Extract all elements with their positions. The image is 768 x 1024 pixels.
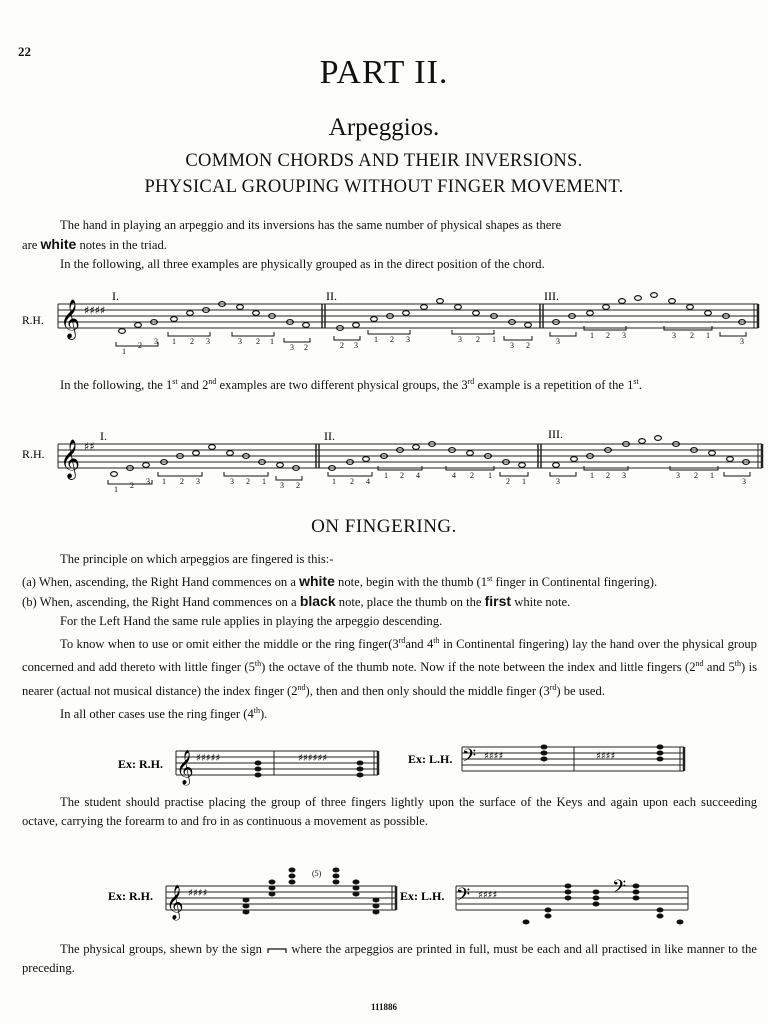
svg-text:1: 1 [522,477,526,486]
music-staff-octave-examples [0,850,768,940]
other-cases: In all other cases use the ring finger (4th). [60,705,268,721]
svg-text:1: 1 [492,335,496,344]
treble-clef-icon: 𝄞 [176,750,194,785]
music-staff-example-1 [0,280,768,360]
hand-label-rh: R.H. [22,447,45,461]
svg-text:2: 2 [350,477,354,486]
on-fingering-heading: ON FINGERING. [311,516,457,537]
fingering-brackets [116,326,746,346]
svg-text:3: 3 [676,471,680,480]
second-line: In the following, the 1st and 2nd examples are two different physical groups, the 3rd example is a repetition of the 1st. [60,377,642,393]
svg-text:3: 3 [510,341,514,350]
bass-clef-icon: 𝄢 [456,885,471,910]
svg-text:2: 2 [340,341,344,350]
section-label-1: I. [100,429,107,443]
svg-text:1: 1 [122,347,126,356]
intro-line-3: In the following, all three examples are physically grouped as in the direct position of the chord. [60,257,545,271]
rh-example-label: Ex: R.H. [108,889,153,903]
knowing-paragraph: To know when to use or omit either the middle or the ring finger(3rdand 4th in Continental fingering) lay the hand over the physical group concerned and add thereto with little finger (5th) the octave of the thumb note. Now if the note between the index and little fingers (2nd and 5th) is nearer (actual not musical distance) the index finger (2nd), then and then only should the middle finger (3rd) be used. [22,636,758,698]
svg-text:2: 2 [476,335,480,344]
svg-text:1: 1 [706,331,710,340]
key-signature-icon: ♯♯♯♯ [596,751,616,762]
key-signature-icon: ♯♯♯♯♯♯ [298,753,328,764]
key-signature-icon: ♯♯♯♯♯ [196,753,221,764]
svg-text:1: 1 [270,337,274,346]
intro-line-2: are white notes in the triad. [22,236,167,252]
key-signature-icon: ♯♯ [84,440,95,453]
section-label-1: I. [112,289,119,303]
svg-text:1: 1 [332,477,336,486]
svg-text:1: 1 [384,471,388,480]
treble-clef-icon: 𝄞 [166,885,184,920]
svg-text:3: 3 [196,477,200,486]
svg-text:1: 1 [114,485,118,494]
svg-text:2: 2 [690,331,694,340]
plate-number: 111886 [370,1002,397,1012]
svg-text:2: 2 [296,481,300,490]
svg-text:2: 2 [130,481,134,490]
svg-text:2: 2 [138,341,142,350]
rule-b: (b) When, ascending, the Right Hand commences on a black note, place the thumb on the first white note. [22,593,571,610]
music-staff-chord-examples [0,735,768,795]
svg-text:2: 2 [506,477,510,486]
svg-text:1: 1 [262,477,266,486]
svg-text:3: 3 [740,337,744,346]
rh-example-label: Ex: R.H. [118,757,163,771]
svg-text:3: 3 [622,331,626,340]
section-subtitle: Arpeggios. [328,114,440,141]
svg-text:1: 1 [590,331,594,340]
svg-text:3: 3 [206,337,210,346]
fingering-brackets [108,466,750,484]
svg-text:1: 1 [710,471,714,480]
closing-text: The physical groups, shewn by the sign where the arpeggios are printed in full, must be each and all practised in like manner to the preceding. [22,942,757,975]
bass-clef-icon: 𝄢 [462,746,477,771]
svg-text:3: 3 [354,341,358,350]
svg-text:2: 2 [246,477,250,486]
first-word: first [484,593,512,610]
bracket-sign-icon [266,946,288,954]
section-label-2: II. [326,289,337,303]
fingering-principle: The principle on which arpeggios are fingered is this:- [60,552,334,566]
svg-text:4: 4 [452,471,456,480]
notes [119,293,746,334]
heading-common-chords: COMMON CHORDS AND THEIR INVERSIONS. [185,151,583,171]
key-signature-icon: ♯♯♯♯ [188,888,208,899]
key-signature-icon: ♯♯♯♯ [84,304,106,317]
svg-text:4: 4 [366,477,370,486]
svg-text:2: 2 [180,477,184,486]
fingering-paragraph [22,550,757,724]
second-paragraph [22,372,757,395]
page-number: 22 [18,44,31,59]
svg-text:2: 2 [256,337,260,346]
fingering-mark: (5) [312,869,322,878]
svg-text:3: 3 [290,343,294,352]
heading-physical-grouping: PHYSICAL GROUPING WITHOUT FINGER MOVEMENT. [144,177,624,197]
svg-text:3: 3 [458,335,462,344]
section-label-3: III. [544,289,559,303]
lh-example-label: Ex: L.H. [400,889,445,903]
treble-clef-icon: 𝄞 [60,299,81,339]
svg-text:2: 2 [400,471,404,480]
svg-text:2: 2 [190,337,194,346]
svg-text:2: 2 [694,471,698,480]
closing-paragraph [22,940,757,978]
svg-text:3: 3 [556,337,560,346]
svg-text:2: 2 [526,341,530,350]
page-title: PART II. [319,54,449,91]
intro-line-1: The hand in playing an arpeggio and its inversions has the same number of physical shapes as there [60,218,562,232]
key-signature-icon: ♯♯♯♯ [484,751,504,762]
music-staff-example-2 [0,420,768,500]
svg-text:1: 1 [488,471,492,480]
treble-clef-icon: 𝄞 [60,439,81,479]
svg-text:3: 3 [406,335,410,344]
svg-text:1: 1 [590,471,594,480]
svg-text:2: 2 [470,471,474,480]
section-label-3: III. [548,427,563,441]
svg-text:1: 1 [374,335,378,344]
svg-text:2: 2 [390,335,394,344]
fingering-numbers [122,331,744,356]
svg-text:3: 3 [742,477,746,486]
svg-text:3: 3 [622,471,626,480]
svg-text:3: 3 [672,331,676,340]
svg-text:2: 2 [606,331,610,340]
svg-text:3: 3 [556,477,560,486]
intro-paragraph [22,216,757,274]
hand-label-rh: R.H. [22,315,44,327]
svg-text:3: 3 [238,337,242,346]
white-word: white [299,573,335,590]
svg-text:3: 3 [154,337,158,346]
svg-text:2: 2 [304,343,308,352]
lh-example-label: Ex: L.H. [408,752,453,766]
section-label-2: II. [324,429,335,443]
fingering-numbers [114,471,746,494]
student-text: The student should practise placing the group of three fingers lightly upon the surface of the Keys and again upon each succeeding octave, carrying the forearm to and fro in as continuous a movement as possible. [22,795,757,828]
student-paragraph [22,793,757,831]
staff-lines [58,304,758,328]
rule-a: (a) When, ascending, the Right Hand commences on a white note, begin with the thumb (1st finger in Continental fingering). [22,573,658,590]
bass-clef-icon: 𝄢 [612,877,627,902]
svg-text:2: 2 [606,471,610,480]
svg-text:1: 1 [172,337,176,346]
svg-text:3: 3 [230,477,234,486]
black-word: black [299,593,336,610]
key-signature-icon: ♯♯♯♯ [478,890,498,901]
left-hand-rule: For the Left Hand the same rule applies in playing the arpeggio descending. [60,614,443,629]
svg-text:4: 4 [416,471,420,480]
white-word: white [40,236,77,252]
svg-text:3: 3 [280,481,284,490]
svg-text:1: 1 [162,477,166,486]
svg-text:3: 3 [146,477,150,486]
